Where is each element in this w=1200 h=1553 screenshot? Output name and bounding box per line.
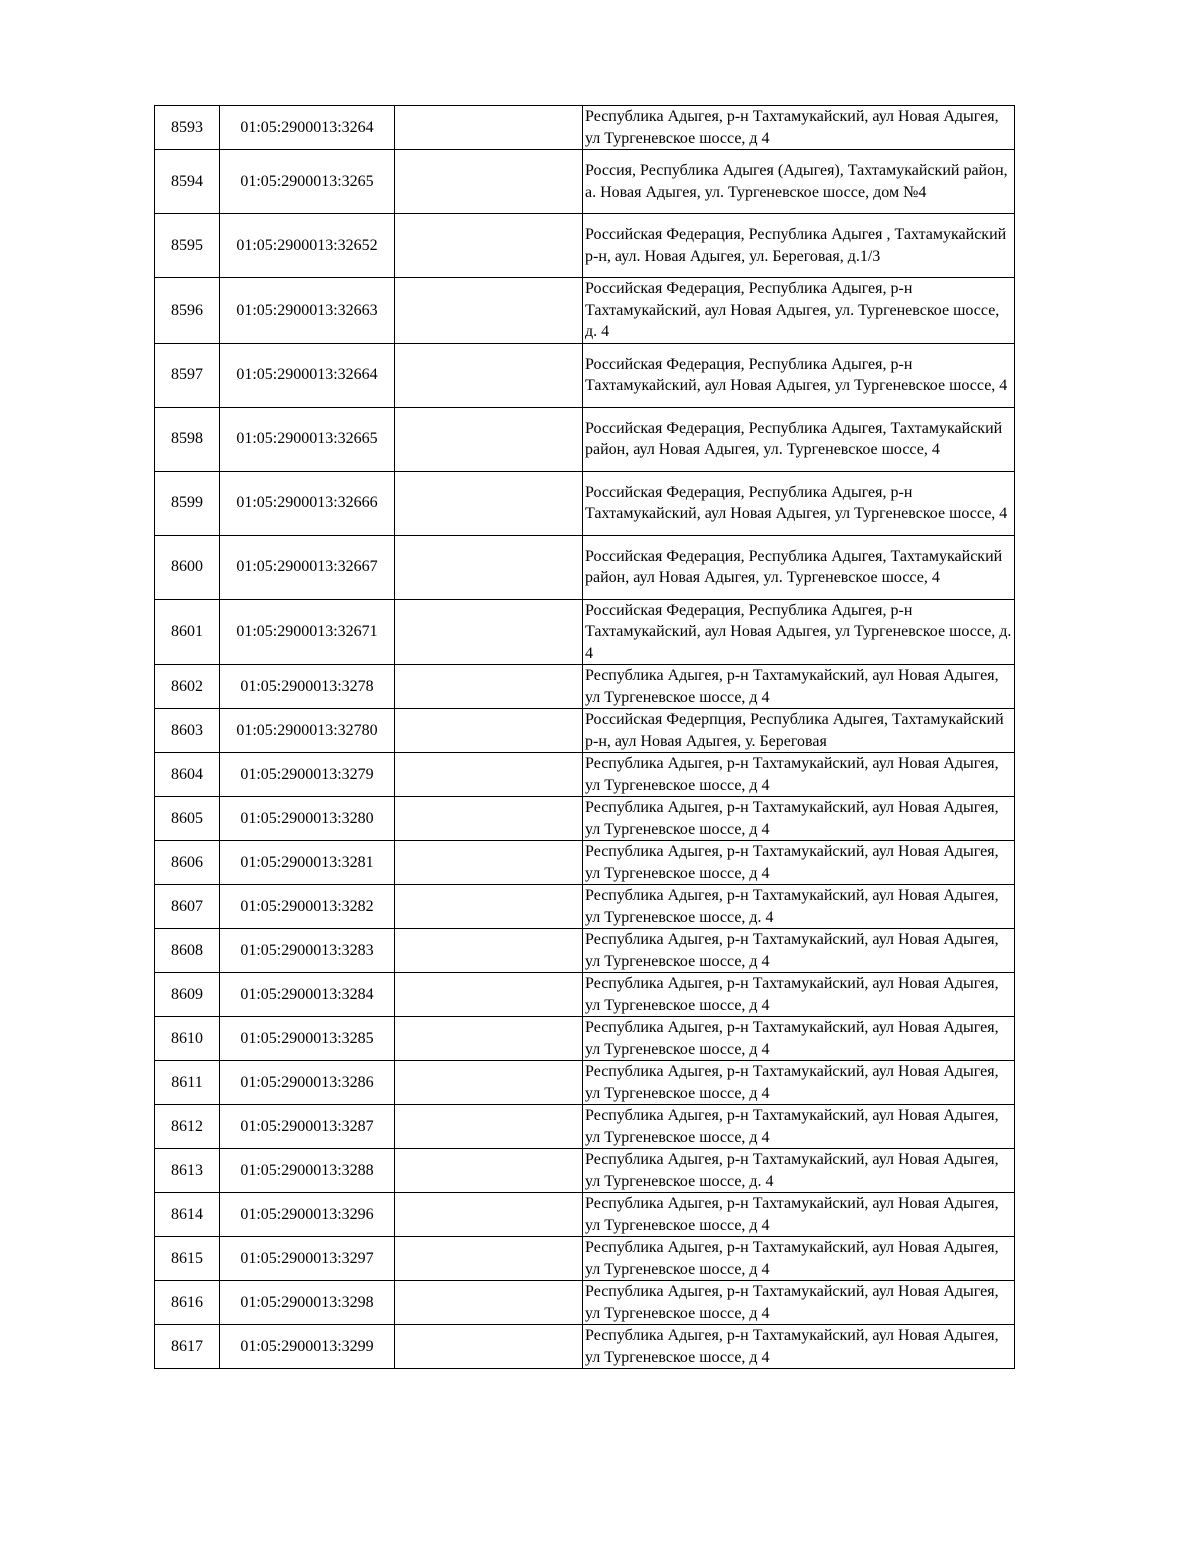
address-cell: Республика Адыгея, р-н Тахтамукайский, аул Новая Адыгея, ул Тургеневское шоссе, д 4 — [583, 1061, 1015, 1105]
cadastral-number-cell: 01:05:2900013:32666 — [220, 471, 395, 535]
registry-table — [154, 105, 1015, 1369]
row-number-cell: 8604 — [155, 753, 220, 797]
cadastral-number-cell: 01:05:2900013:3264 — [220, 106, 395, 150]
address-cell: Российская Федерация, Республика Адыгея, р-н Тахтамукайский, аул Новая Адыгея, ул Тургеневское шоссе, 4 — [583, 471, 1015, 535]
empty-cell — [395, 797, 583, 841]
empty-cell — [395, 1325, 583, 1369]
cadastral-number-cell: 01:05:2900013:3299 — [220, 1325, 395, 1369]
table-row — [155, 885, 1015, 929]
table-row — [155, 599, 1015, 665]
row-number-cell: 8593 — [155, 106, 220, 150]
row-number-cell: 8611 — [155, 1061, 220, 1105]
empty-cell — [395, 278, 583, 344]
cadastral-number-cell: 01:05:2900013:3279 — [220, 753, 395, 797]
table-row — [155, 709, 1015, 753]
address-cell: Республика Адыгея, р-н Тахтамукайский, аул Новая Адыгея, ул Тургеневское шоссе, д. 4 — [583, 885, 1015, 929]
address-cell: Республика Адыгея, р-н Тахтамукайский, аул Новая Адыгея, ул Тургеневское шоссе, д 4 — [583, 973, 1015, 1017]
cadastral-number-cell: 01:05:2900013:3278 — [220, 665, 395, 709]
address-cell: Республика Адыгея, р-н Тахтамукайский, аул Новая Адыгея, ул Тургеневское шоссе, д 4 — [583, 1325, 1015, 1369]
address-cell: Республика Адыгея, р-н Тахтамукайский, аул Новая Адыгея, ул Тургеневское шоссе, д 4 — [583, 106, 1015, 150]
table-row — [155, 150, 1015, 214]
empty-cell — [395, 1105, 583, 1149]
empty-cell — [395, 929, 583, 973]
address-cell: Республика Адыгея, р-н Тахтамукайский, аул Новая Адыгея, ул Тургеневское шоссе, д 4 — [583, 841, 1015, 885]
cadastral-number-cell: 01:05:2900013:32780 — [220, 709, 395, 753]
cadastral-number-cell: 01:05:2900013:3265 — [220, 150, 395, 214]
empty-cell — [395, 407, 583, 471]
address-cell: Республика Адыгея, р-н Тахтамукайский, аул Новая Адыгея, ул Тургеневское шоссе, д. 4 — [583, 1149, 1015, 1193]
table-row — [155, 753, 1015, 797]
table-row — [155, 797, 1015, 841]
empty-cell — [395, 753, 583, 797]
row-number-cell: 8616 — [155, 1281, 220, 1325]
table-row — [155, 1281, 1015, 1325]
address-cell: Республика Адыгея, р-н Тахтамукайский, аул Новая Адыгея, ул Тургеневское шоссе, д 4 — [583, 797, 1015, 841]
row-number-cell: 8598 — [155, 407, 220, 471]
address-cell: Российская Федерпция, Республика Адыгея, Тахтамукайский р-н, аул Новая Адыгея, у. Береговая — [583, 709, 1015, 753]
address-cell: Республика Адыгея, р-н Тахтамукайский, аул Новая Адыгея, ул Тургеневское шоссе, д 4 — [583, 1017, 1015, 1061]
cadastral-number-cell: 01:05:2900013:3288 — [220, 1149, 395, 1193]
cadastral-number-cell: 01:05:2900013:32663 — [220, 278, 395, 344]
address-cell: Республика Адыгея, р-н Тахтамукайский, аул Новая Адыгея, ул Тургеневское шоссе, д 4 — [583, 1193, 1015, 1237]
cadastral-number-cell: 01:05:2900013:3281 — [220, 841, 395, 885]
empty-cell — [395, 1149, 583, 1193]
cadastral-number-cell: 01:05:2900013:3298 — [220, 1281, 395, 1325]
empty-cell — [395, 150, 583, 214]
cadastral-number-cell: 01:05:2900013:3280 — [220, 797, 395, 841]
row-number-cell: 8614 — [155, 1193, 220, 1237]
empty-cell — [395, 535, 583, 599]
table-row — [155, 471, 1015, 535]
table-row — [155, 1149, 1015, 1193]
cadastral-number-cell: 01:05:2900013:32671 — [220, 599, 395, 665]
cadastral-number-cell: 01:05:2900013:3282 — [220, 885, 395, 929]
empty-cell — [395, 106, 583, 150]
empty-cell — [395, 471, 583, 535]
table-row — [155, 1017, 1015, 1061]
row-number-cell: 8602 — [155, 665, 220, 709]
row-number-cell: 8613 — [155, 1149, 220, 1193]
empty-cell — [395, 214, 583, 278]
table-row — [155, 929, 1015, 973]
address-cell: Российская Федерация, Республика Адыгея , Тахтамукайский р-н, аул. Новая Адыгея, ул. Береговая, д.1/3 — [583, 214, 1015, 278]
empty-cell — [395, 1017, 583, 1061]
empty-cell — [395, 841, 583, 885]
row-number-cell: 8612 — [155, 1105, 220, 1149]
address-cell: Российская Федерация, Республика Адыгея, р-н Тахтамукайский, аул Новая Адыгея, ул Тургеневское шоссе, д. 4 — [583, 599, 1015, 665]
address-cell: Республика Адыгея, р-н Тахтамукайский, аул Новая Адыгея, ул Тургеневское шоссе, д 4 — [583, 1281, 1015, 1325]
empty-cell — [395, 885, 583, 929]
cadastral-number-cell: 01:05:2900013:3284 — [220, 973, 395, 1017]
table-row — [155, 1193, 1015, 1237]
row-number-cell: 8609 — [155, 973, 220, 1017]
empty-cell — [395, 709, 583, 753]
table-row — [155, 106, 1015, 150]
row-number-cell: 8607 — [155, 885, 220, 929]
address-cell: Российская Федерация, Республика Адыгея, Тахтамукайский район, аул Новая Адыгея, ул. Тургеневское шоссе, 4 — [583, 407, 1015, 471]
registry-table-body — [155, 106, 1015, 1369]
empty-cell — [395, 1237, 583, 1281]
table-row — [155, 278, 1015, 344]
cadastral-number-cell: 01:05:2900013:32665 — [220, 407, 395, 471]
cadastral-number-cell: 01:05:2900013:32667 — [220, 535, 395, 599]
table-row — [155, 1105, 1015, 1149]
empty-cell — [395, 599, 583, 665]
address-cell: Российская Федерация, Республика Адыгея, р-н Тахтамукайский, аул Новая Адыгея, ул. Тургеневское шоссе, д. 4 — [583, 278, 1015, 344]
row-number-cell: 8603 — [155, 709, 220, 753]
address-cell: Республика Адыгея, р-н Тахтамукайский, аул Новая Адыгея, ул Тургеневское шоссе, д 4 — [583, 929, 1015, 973]
row-number-cell: 8617 — [155, 1325, 220, 1369]
table-row — [155, 1237, 1015, 1281]
cadastral-number-cell: 01:05:2900013:3297 — [220, 1237, 395, 1281]
address-cell: Республика Адыгея, р-н Тахтамукайский, аул Новая Адыгея, ул Тургеневское шоссе, д 4 — [583, 1237, 1015, 1281]
empty-cell — [395, 1281, 583, 1325]
table-row — [155, 841, 1015, 885]
table-row — [155, 665, 1015, 709]
address-cell: Россия, Республика Адыгея (Адыгея), Тахтамукайский район, а. Новая Адыгея, ул. Тургеневское шоссе, дом №4 — [583, 150, 1015, 214]
empty-cell — [395, 1193, 583, 1237]
row-number-cell: 8594 — [155, 150, 220, 214]
cadastral-number-cell: 01:05:2900013:3286 — [220, 1061, 395, 1105]
cadastral-number-cell: 01:05:2900013:3296 — [220, 1193, 395, 1237]
cadastral-number-cell: 01:05:2900013:3285 — [220, 1017, 395, 1061]
row-number-cell: 8606 — [155, 841, 220, 885]
table-row — [155, 343, 1015, 407]
row-number-cell: 8605 — [155, 797, 220, 841]
table-row — [155, 1325, 1015, 1369]
address-cell: Республика Адыгея, р-н Тахтамукайский, аул Новая Адыгея, ул Тургеневское шоссе, д 4 — [583, 1105, 1015, 1149]
row-number-cell: 8601 — [155, 599, 220, 665]
address-cell: Российская Федерация, Республика Адыгея, р-н Тахтамукайский, аул Новая Адыгея, ул Тургеневское шоссе, 4 — [583, 343, 1015, 407]
cadastral-number-cell: 01:05:2900013:3283 — [220, 929, 395, 973]
table-row — [155, 214, 1015, 278]
empty-cell — [395, 343, 583, 407]
empty-cell — [395, 665, 583, 709]
row-number-cell: 8595 — [155, 214, 220, 278]
row-number-cell: 8600 — [155, 535, 220, 599]
row-number-cell: 8597 — [155, 343, 220, 407]
table-row — [155, 973, 1015, 1017]
cadastral-number-cell: 01:05:2900013:32652 — [220, 214, 395, 278]
cadastral-number-cell: 01:05:2900013:32664 — [220, 343, 395, 407]
row-number-cell: 8610 — [155, 1017, 220, 1061]
address-cell: Республика Адыгея, р-н Тахтамукайский, аул Новая Адыгея, ул Тургеневское шоссе, д 4 — [583, 665, 1015, 709]
row-number-cell: 8596 — [155, 278, 220, 344]
row-number-cell: 8608 — [155, 929, 220, 973]
empty-cell — [395, 1061, 583, 1105]
table-row — [155, 407, 1015, 471]
row-number-cell: 8615 — [155, 1237, 220, 1281]
table-row — [155, 1061, 1015, 1105]
table-row — [155, 535, 1015, 599]
empty-cell — [395, 973, 583, 1017]
row-number-cell: 8599 — [155, 471, 220, 535]
address-cell: Республика Адыгея, р-н Тахтамукайский, аул Новая Адыгея, ул Тургеневское шоссе, д 4 — [583, 753, 1015, 797]
address-cell: Российская Федерация, Республика Адыгея, Тахтамукайский район, аул Новая Адыгея, ул. Тургеневское шоссе, 4 — [583, 535, 1015, 599]
cadastral-number-cell: 01:05:2900013:3287 — [220, 1105, 395, 1149]
